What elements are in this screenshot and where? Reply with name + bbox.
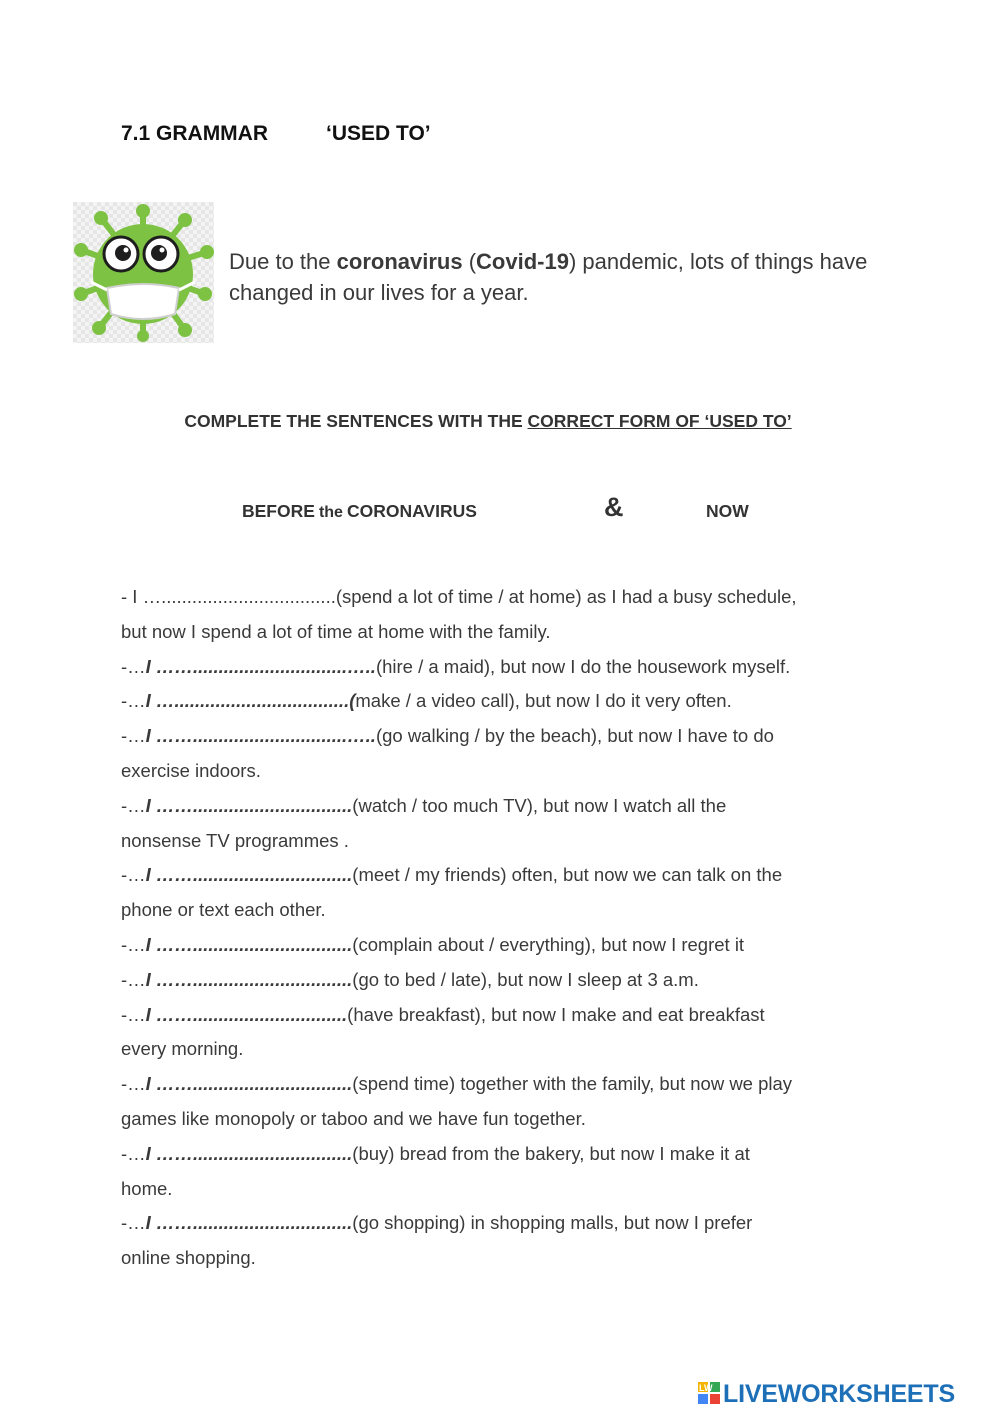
answer-blank[interactable]: ….................................. <box>142 586 336 607</box>
coronavirus-word: CORONAVIRUS <box>346 501 477 521</box>
exercise-item <box>121 963 881 998</box>
exercise-item-line <box>121 1004 765 1025</box>
exercise-item-line <box>121 1143 750 1164</box>
title-part2: ‘USED TO’ <box>326 122 431 145</box>
exercise-item <box>121 789 881 859</box>
item-text: (hire / a maid), but now I do the housework myself. <box>375 655 791 677</box>
answer-blank[interactable]: I ……............................... <box>145 864 353 886</box>
item-continuation: exercise indoors. <box>121 759 261 781</box>
item-prefix: -… <box>121 1212 146 1234</box>
item-text: (have breakfast), but now I make and eat breakfast <box>347 1003 765 1025</box>
exercise-item <box>121 684 881 719</box>
liveworksheets-logo <box>698 1378 955 1410</box>
exercise-item <box>121 650 881 685</box>
exercise-item <box>121 1137 881 1207</box>
item-text: (meet / my friends) often, but now we can talk on the <box>352 864 783 886</box>
item-prefix: -… <box>121 1073 146 1095</box>
answer-blank[interactable]: I ……............................... <box>145 1073 353 1095</box>
item-continuation: every morning. <box>121 1038 244 1060</box>
item-prefix: - I <box>121 586 143 607</box>
exercise-item-line <box>121 1212 752 1233</box>
before-label <box>242 501 477 522</box>
intro-text: ( <box>462 249 477 274</box>
answer-blank[interactable]: I ……............................... <box>145 933 353 955</box>
exercise-item-line <box>121 795 726 816</box>
answer-blank[interactable]: I ……............................... <box>145 794 353 816</box>
svg-text:LW: LW <box>699 1383 713 1393</box>
item-continuation: home. <box>121 1177 173 1199</box>
answer-blank[interactable]: I ……............................... <box>145 968 353 990</box>
item-prefix: -… <box>121 864 146 886</box>
now-label: NOW <box>706 501 749 521</box>
item-text: (go walking / by the beach), but now I have to do <box>375 725 774 747</box>
exercise-item-line <box>121 656 790 677</box>
item-continuation: but now I spend a lot of time at home with the family. <box>121 620 551 642</box>
exercise-item <box>121 998 881 1068</box>
exercise-item <box>121 580 881 650</box>
item-prefix: -… <box>121 1003 146 1025</box>
liveworksheets-logo-text: LIVEWORKSHEETS <box>723 1379 955 1408</box>
exercise-item <box>121 928 881 963</box>
item-text: (spend time) together with the family, but now we play <box>352 1073 793 1095</box>
answer-blank[interactable]: I …..................................( <box>145 690 356 712</box>
intro-keyword-covid: Covid-19 <box>476 249 569 274</box>
intro-paragraph <box>229 246 889 308</box>
liveworksheets-logo-mark <box>698 1382 720 1406</box>
item-text: make / a video call), but now I do it very often. <box>355 690 732 712</box>
exercise-item <box>121 719 881 789</box>
the-word: the <box>318 504 343 521</box>
title-part1: 7.1 GRAMMAR <box>121 122 269 145</box>
item-prefix: -… <box>121 655 146 677</box>
exercise-item <box>121 1067 881 1137</box>
item-text: (buy) bread from the bakery, but now I make it at <box>352 1142 750 1164</box>
exercise-item-line <box>121 1073 792 1094</box>
intro-text: Due to the <box>229 249 337 274</box>
item-text: (watch / too much TV), but now I watch all the <box>352 794 727 816</box>
before-word: BEFORE <box>242 501 315 521</box>
exercise-item-line <box>121 586 797 607</box>
intro-keyword-coronavirus: coronavirus <box>336 249 463 274</box>
instruction-heading <box>0 411 976 432</box>
instruction-text: COMPLETE THE SENTENCES WITH THE <box>184 411 528 431</box>
item-prefix: -… <box>121 968 146 990</box>
answer-blank[interactable]: I …….............................. <box>145 1003 348 1025</box>
instruction-underlined: CORRECT FORM OF ‘USED TO’ <box>527 411 792 431</box>
item-prefix: -… <box>121 690 146 712</box>
page-title <box>121 122 431 146</box>
answer-blank[interactable]: I ……..............................….. <box>145 725 376 747</box>
item-prefix: -… <box>121 933 146 955</box>
exercise-item <box>121 1206 881 1276</box>
item-continuation: nonsense TV programmes . <box>121 829 349 851</box>
answer-blank[interactable]: I ……............................... <box>145 1142 353 1164</box>
item-text: (go shopping) in shopping malls, but now I prefer <box>352 1212 753 1234</box>
exercise-item-line <box>121 690 732 711</box>
item-continuation: online shopping. <box>121 1247 256 1269</box>
answer-blank[interactable]: I ……............................... <box>145 1212 353 1234</box>
intro-text: ) pandemic, lots of things have changed in our lives for a year. <box>229 249 868 305</box>
exercise-item <box>121 858 881 928</box>
ampersand: & <box>604 492 624 522</box>
item-prefix: -… <box>121 1142 146 1164</box>
item-text: (go to bed / late), but now I sleep at 3 a.m. <box>352 968 699 990</box>
item-continuation: phone or text each other. <box>121 899 326 921</box>
answer-blank[interactable]: I ……..............................….. <box>145 655 376 677</box>
exercise-item-line <box>121 934 744 955</box>
exercise-item-line <box>121 725 774 746</box>
item-text: (spend a lot of time / at home) as I had a busy schedule, <box>335 586 797 607</box>
item-continuation: games like monopoly or taboo and we have fun together. <box>121 1107 586 1129</box>
exercise-list <box>121 580 881 1276</box>
masked-virus-icon <box>73 202 214 343</box>
item-text: (complain about / everything), but now I regret it <box>352 933 745 955</box>
item-prefix: -… <box>121 794 146 816</box>
exercise-item-line <box>121 864 782 885</box>
item-prefix: -… <box>121 725 146 747</box>
exercise-item-line <box>121 969 699 990</box>
